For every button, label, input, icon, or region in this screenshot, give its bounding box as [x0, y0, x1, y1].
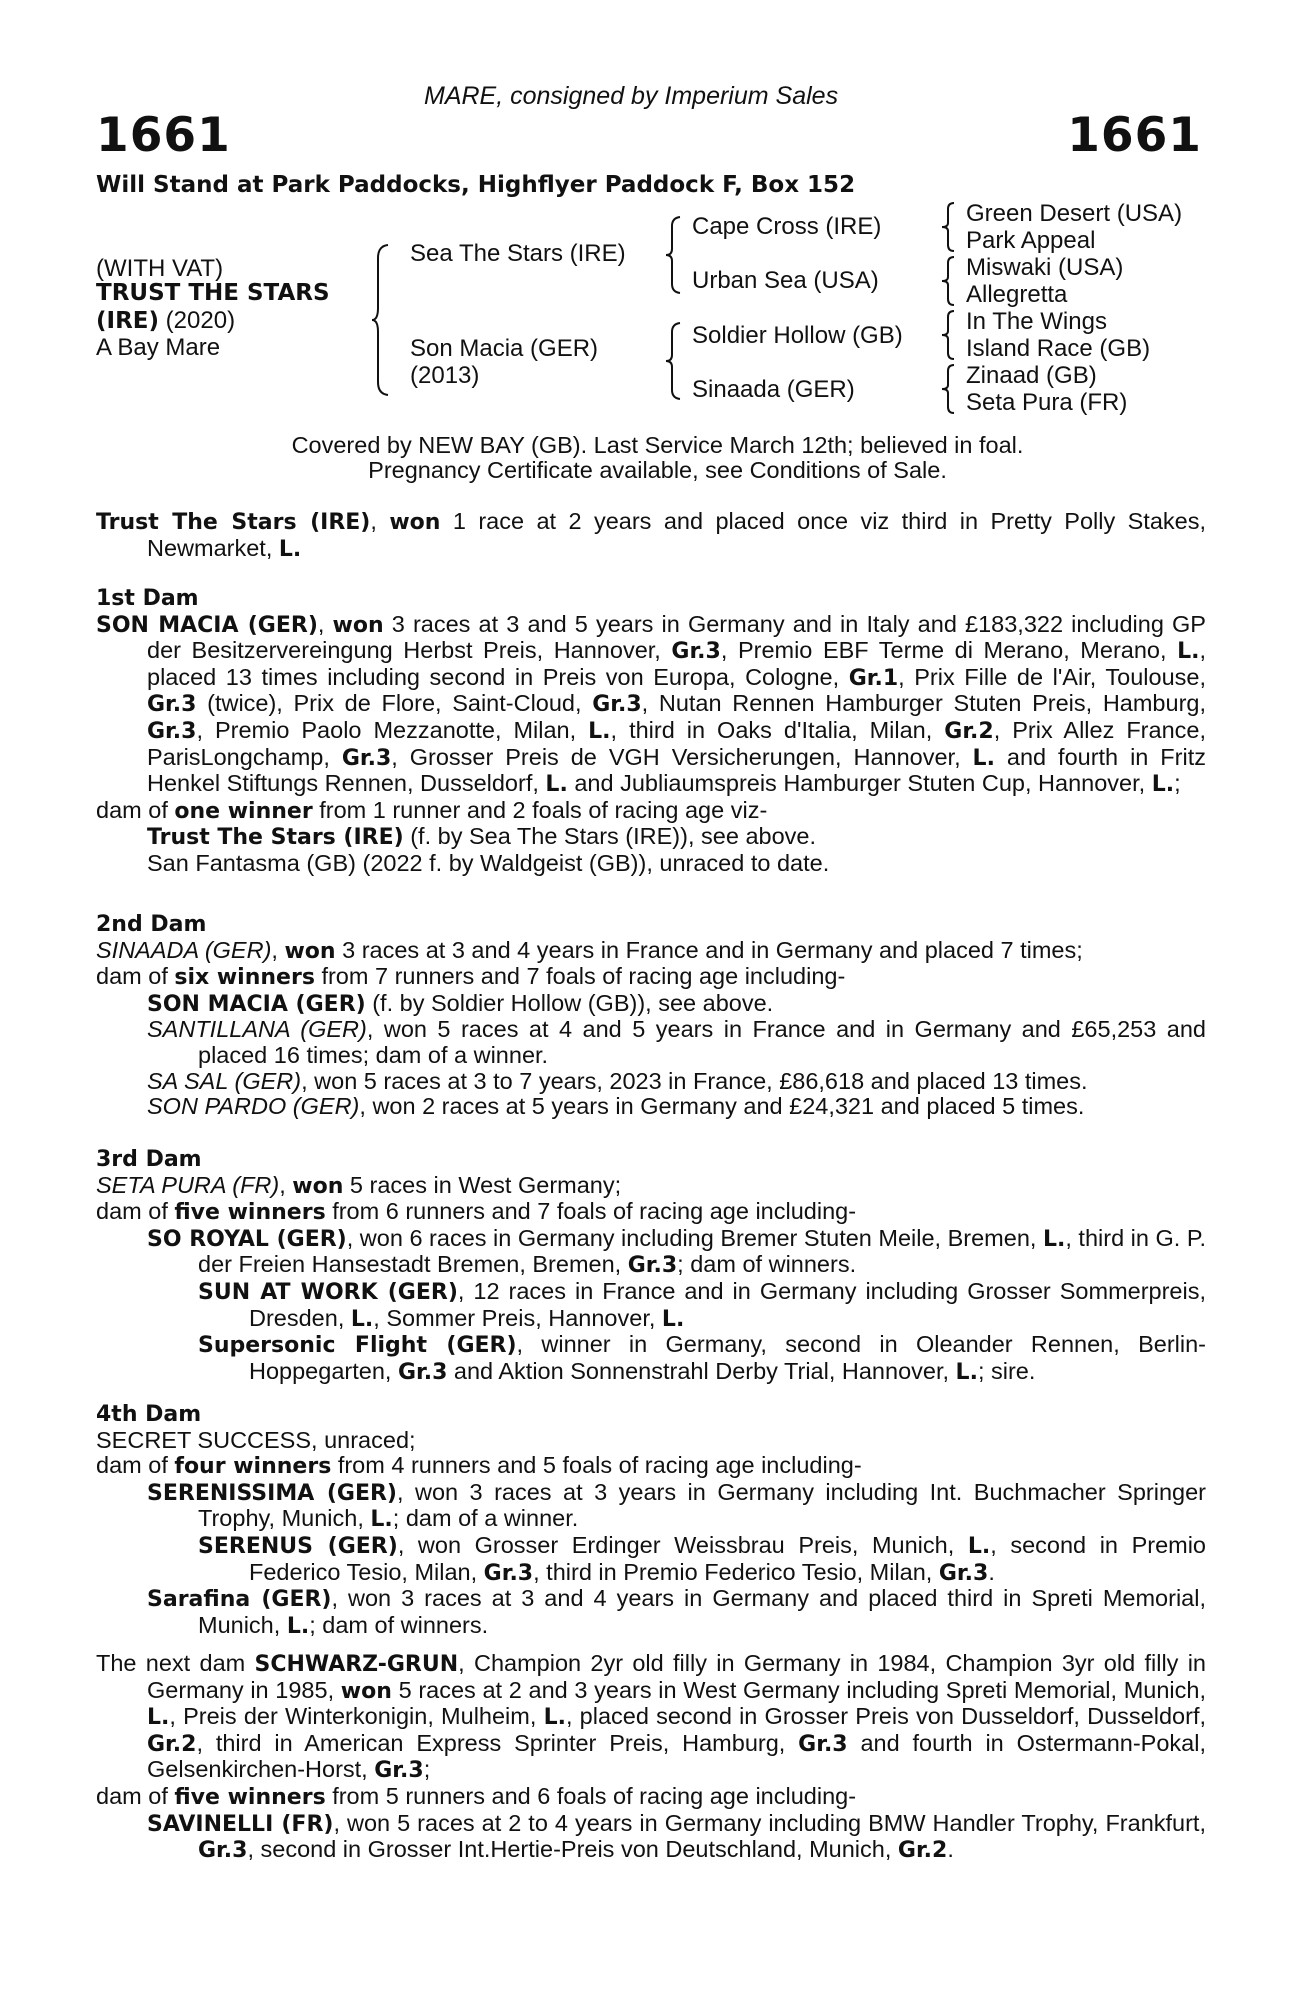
sire-name: Sea The Stars (IRE) [410, 240, 626, 267]
gen4-ancestor-5: In The Wings [966, 308, 1107, 335]
dam-year: (2013) [410, 362, 480, 389]
intro-horse-name: Trust The Stars (IRE) [96, 510, 371, 535]
fourth-dam-record: SECRET SUCCESS, unraced; [96, 1426, 416, 1453]
gen4-ancestor-1: Green Desert (USA) [966, 200, 1183, 227]
dam-dam-name: Sinaada (GER) [692, 376, 855, 403]
intro-text: 1 race at 2 years and placed once viz third in Pretty Polly Stakes, Newmarket, [147, 508, 1206, 561]
first-dam-progeny-1: Trust The Stars (IRE) (f. by Sea The Stars (IRE)), see above. [147, 823, 816, 851]
next-dam-progeny-1: SAVINELLI (FR), won 5 races at 2 to 4 years in Germany including BMW Handler Trophy, Frankfurt, Gr.3, second in Grosser Int.Hertie-Preis von Deutschland, Munich, Gr.2. [147, 1809, 1206, 1864]
second-dam-produce: dam of six winners from 7 runners and 7 foals of racing age including- [96, 963, 846, 991]
sire-sire-name: Cape Cross (IRE) [692, 213, 882, 240]
gen4-ancestor-6: Island Race (GB) [966, 335, 1151, 362]
race-record-intro: Trust The Stars (IRE), won 1 race at 2 years and placed once viz third in Pretty Polly Stakes, Newmarket, L. [96, 508, 1206, 562]
first-dam-heading: 1st Dam [96, 586, 199, 611]
covered-note [0, 433, 1315, 483]
second-dam-progeny-4: SON PARDO (GER), won 2 races at 5 years in Germany and £24,321 and placed 5 times. [147, 1093, 1085, 1120]
gen4-ancestor-4: Allegretta [966, 281, 1068, 308]
third-dam-progeny-1: SO ROYAL (GER), won 6 races in Germany including Bremer Stuten Meile, Bremen, L., third in G. P. der Freien Hansestadt Bremen, Bremen, Gr.3; dam of winners. [147, 1224, 1207, 1279]
fourth-dam-grandprogeny-1: SERENUS (GER), won Grosser Erdinger Weissbrau Preis, Munich, L., second in Premio Federico Tesio, Milan, Gr.3, third in Premio Federico Tesio, Milan, Gr.3. [198, 1531, 1207, 1586]
pedigree-brace-3a [940, 202, 958, 252]
next-dam-produce: dam of five winners from 5 runners and 6 foals of racing age including- [96, 1782, 857, 1810]
gen4-ancestor-7: Zinaad (GB) [966, 362, 1097, 389]
horse-description: A Bay Mare [96, 334, 221, 361]
pedigree-brace-3b [940, 256, 958, 306]
fourth-dam-section [96, 1402, 1206, 1639]
covered-line-1: Covered by NEW BAY (GB). Last Service March 12th; believed in foal. [291, 432, 1024, 458]
gen4-ancestor-3: Miswaki (USA) [966, 254, 1124, 281]
next-dam-section [96, 1651, 1206, 1864]
next-dam-record: The next dam SCHWARZ-GRUN, Champion 2yr old filly in Germany in 1984, Champion 3yr old filly in Germany in 1985, won 5 races at 2 and 3 years in West Germany including Spreti Memorial, Munich, L., Preis der Winterkonigin, Mulheim, L., placed second in Grosser Preis von Dusseldorf, Dusseldorf, Gr.2, third in American Express Sprinter Preis, Hamburg, Gr.3 and fourth in Ostermann-Pokal, Gelsenkirchen-Horst, Gr.3; [96, 1650, 1206, 1784]
second-dam-record: SINAADA (GER), won 3 races at 3 and 4 years in France and in Germany and placed 7 times; [96, 936, 1083, 964]
second-dam-name: SINAADA (GER) [96, 936, 272, 963]
pedigree-brace-3c [940, 310, 958, 360]
consignment-line: MARE, consigned by Imperium Sales [424, 82, 839, 110]
horse-name: TRUST THE STARS [96, 280, 330, 306]
fourth-dam-progeny-1: SERENISSIMA (GER), won 3 races at 3 years in Germany including Int. Buchmacher Springer Trophy, Munich, L.; dam of a winner. [147, 1478, 1206, 1533]
second-dam-progeny-2: SANTILLANA (GER), won 5 races at 4 and 5 years in France and in Germany and £65,253 and placed 16 times; dam of a winner. [147, 1016, 1206, 1068]
stand-location: Will Stand at Park Paddocks, Highflyer Paddock F, Box 152 [96, 172, 856, 198]
lot-number-left: 1661 [96, 108, 231, 163]
intro-won: won [389, 510, 441, 535]
fourth-dam-heading: 4th Dam [96, 1402, 202, 1427]
pedigree-brace-2b [664, 322, 684, 400]
intro-listed: L. [278, 536, 302, 562]
covered-line-2: Pregnancy Certificate available, see Conditions of Sale. [368, 457, 947, 483]
dam-sire-name: Soldier Hollow (GB) [692, 322, 903, 349]
next-dam-name: SCHWARZ-GRUN [254, 1652, 459, 1677]
vat-note: (WITH VAT) [96, 255, 224, 282]
first-dam-produce: dam of one winner from 1 runner and 2 foals of racing age viz- [96, 796, 768, 824]
dam-name: Son Macia (GER) [410, 335, 599, 362]
third-dam-section [96, 1147, 1206, 1385]
first-dam-progeny-2: San Fantasma (GB) (2022 f. by Waldgeist (GB)), unraced to date. [147, 849, 830, 876]
sire-dam-name: Urban Sea (USA) [692, 267, 879, 294]
pedigree-brace-1 [370, 244, 392, 396]
pedigree-brace-3d [940, 364, 958, 414]
third-dam-grandprogeny-1: SUN AT WORK (GER), 12 races in France and in Germany including Grosser Sommerpreis, Dresden, L., Sommer Preis, Hannover, L. [198, 1277, 1206, 1332]
first-dam-section [96, 586, 1206, 877]
third-dam-grandprogeny-2: Supersonic Flight (GER), winner in Germany, second in Oleander Rennen, Berlin-Hoppegarten, Gr.3 and Aktion Sonnenstrahl Derby Trial, Hannover, L.; sire. [198, 1331, 1206, 1385]
fourth-dam-progeny-2: Sarafina (GER), won 3 races at 3 and 4 years in Germany and placed third in Spreti Memorial, Munich, L.; dam of winners. [147, 1585, 1206, 1639]
horse-name-suffix [96, 307, 235, 335]
first-dam-record: SON MACIA (GER), won 3 races at 3 and 5 years in Germany and in Italy and £183,322 including GP der Besitzervereingung Herbst Preis, Hannover, Gr.3, Premio EBF Terme di Merano, Merano, L., placed 13 times including second in Preis von Europa, Cologne, Gr.1, Prix Fille de l'Air, Toulouse, Gr.3 (twice), Prix de Flore, Saint-Cloud, Gr.3, Nutan Rennen Hamburger Stuten Preis, Hamburg, Gr.3, Premio Paolo Mezzanotte, Milan, L., third in Oaks d'Italia, Milan, Gr.2, Prix Allez France, ParisLongchamp, Gr.3, Grosser Preis de VGH Versicherungen, Hannover, L. and fourth in Fritz Henkel Stiftungs Rennen, Dusseldorf, L. and Jubliaumspreis Hamburger Stuten Cup, Hannover, L.; [96, 610, 1206, 798]
third-dam-record: SETA PURA (FR), won 5 races in West Germany; [96, 1171, 622, 1199]
second-dam-section [96, 912, 1206, 1120]
second-dam-progeny-3: SA SAL (GER), won 5 races at 3 to 7 years, 2023 in France, £86,618 and placed 13 times. [147, 1067, 1088, 1094]
first-dam-name: SON MACIA (GER) [96, 612, 318, 638]
horse-year: (2020) [159, 307, 236, 334]
third-dam-name: SETA PURA (FR) [96, 1171, 280, 1198]
second-dam-progeny-1: SON MACIA (GER) (f. by Soldier Hollow (GB)), see above. [147, 989, 774, 1017]
gen4-ancestor-2: Park Appeal [966, 227, 1096, 254]
second-dam-heading: 2nd Dam [96, 912, 207, 937]
pedigree-brace-2a [664, 216, 684, 294]
third-dam-heading: 3rd Dam [96, 1147, 202, 1172]
lot-number-right: 1661 [1067, 108, 1202, 163]
gen4-ancestor-8: Seta Pura (FR) [966, 389, 1128, 416]
third-dam-produce: dam of five winners from 6 runners and 7 foals of racing age including- [96, 1198, 857, 1226]
fourth-dam-produce: dam of four winners from 4 runners and 5 foals of racing age including- [96, 1452, 862, 1480]
horse-country: (IRE) [96, 308, 160, 334]
